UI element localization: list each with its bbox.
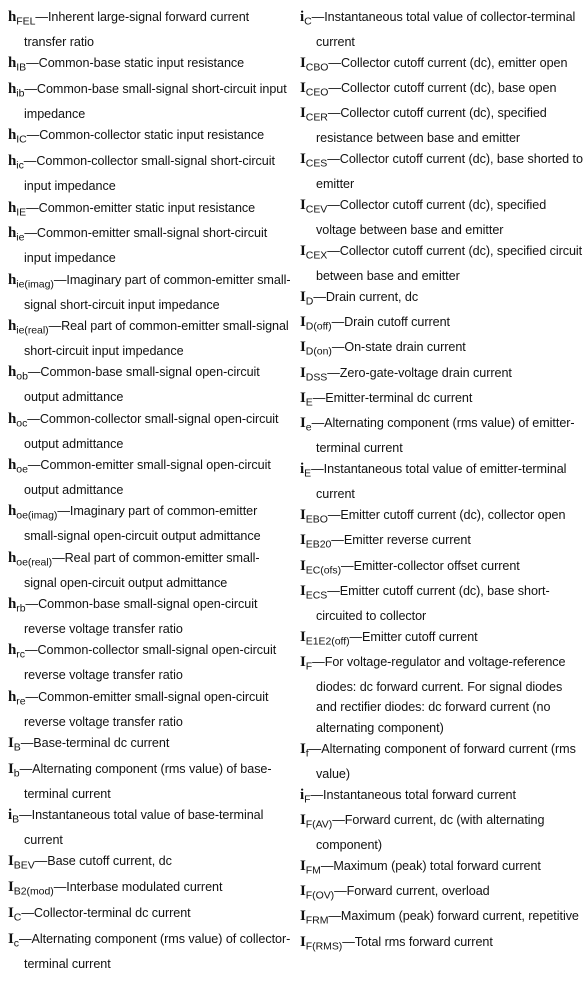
symbol: I [300, 54, 306, 71]
definition: —Common-collector small-signal short-circuit input impedance [23, 154, 275, 194]
symbol: h [8, 81, 17, 98]
symbol: I [300, 80, 306, 97]
symbol-subscript: EC(ofs) [305, 564, 342, 577]
glossary-entry [300, 881, 584, 906]
symbol: h [8, 55, 17, 72]
definition: —Common-emitter small-signal open-circuit reverse voltage transfer ratio [24, 689, 269, 729]
symbol-subscript: B [12, 813, 20, 826]
symbol: h [8, 153, 17, 170]
symbol: I [300, 740, 306, 757]
definition: —Instantaneous total forward current [310, 787, 516, 802]
definition: —Common-collector small-signal open-circuit output admittance [24, 411, 279, 451]
glossary-entry [300, 363, 584, 388]
symbol: I [300, 314, 306, 330]
definition: —Collector cutoff current (dc), specified resistance between base and emitter [316, 106, 547, 146]
symbol-subscript: f [305, 747, 309, 760]
definition: —Common-emitter small-signal open-circuit output admittance [24, 457, 271, 497]
symbol-subscript: FRM [305, 914, 329, 927]
definition: —Inherent large-signal forward current transfer ratio [24, 10, 250, 50]
symbol: I [8, 853, 14, 870]
definition: —Imaginary part of common-emitter small-signal open-circuit output admittance [24, 504, 261, 544]
symbol-subscript: F(RMS) [305, 940, 343, 953]
symbol-subscript: B2(mod) [13, 885, 54, 898]
glossary-entry [8, 316, 292, 362]
definition: —Alternating component of forward current (rms value) [308, 741, 576, 781]
symbol: I [8, 879, 14, 896]
definition: —Imaginary part of common-emitter small-signal short-circuit input impedance [24, 272, 291, 312]
glossary-entry [300, 103, 584, 149]
definition: —Collector cutoff current (dc), specified voltage between base and emitter [316, 198, 547, 238]
definition: —Emitter cutoff current [349, 629, 478, 644]
symbol: I [300, 532, 306, 549]
symbol: I [300, 415, 306, 432]
definition: —Maximum (peak) total forward current [320, 858, 541, 873]
definition: —Drain current, dc [313, 289, 419, 304]
symbol-subscript: E1E2(off) [305, 635, 350, 648]
symbol: h [8, 642, 17, 659]
glossary-entry [300, 53, 584, 78]
glossary-entry [300, 810, 584, 856]
glossary-entry [300, 388, 584, 413]
glossary-entry [300, 78, 584, 103]
symbol-subscript: EB20 [305, 538, 332, 551]
symbol-subscript: CEO [305, 86, 329, 99]
symbol-subscript: IB [16, 61, 27, 74]
definition: —Interbase modulated current [53, 880, 223, 895]
glossary-entry [300, 856, 584, 881]
glossary-entry [8, 125, 292, 150]
symbol: I [300, 811, 306, 828]
symbol: i [300, 461, 305, 478]
definition: —Emitter cutoff current (dc), base short-circuited to collector [316, 583, 550, 623]
symbol-subscript: E [304, 467, 312, 480]
symbol-subscript: c [13, 937, 19, 950]
symbol-subscript: rb [16, 602, 26, 615]
symbol-subscript: IC [16, 133, 27, 146]
glossary-entry [8, 851, 292, 876]
symbol-subscript: EBO [305, 513, 328, 526]
glossary-entry [300, 652, 584, 739]
definition: —Common-emitter static input resistance [26, 200, 256, 215]
symbol: h [8, 595, 17, 612]
symbol-subscript: BEV [13, 859, 35, 872]
symbol: I [300, 628, 306, 645]
symbol-subscript: IE [16, 206, 27, 219]
symbol: I [300, 339, 306, 356]
glossary-entry [8, 79, 292, 125]
glossary-entry [8, 362, 292, 408]
glossary-entry [300, 241, 584, 287]
definition: —Collector cutoff current (dc), base open [328, 81, 557, 96]
definition: —Instantaneous total value of base-terminal current [19, 807, 264, 847]
symbol-subscript: D [305, 295, 314, 308]
definition: —On-state drain current [331, 340, 466, 355]
symbol: i [8, 806, 13, 823]
glossary-entry [300, 337, 584, 362]
symbol: h [8, 456, 17, 473]
symbol-subscript: D(on) [305, 345, 332, 358]
definition: —Forward current, overload [334, 884, 490, 898]
symbol: I [300, 288, 306, 305]
symbol: h [8, 364, 17, 381]
glossary-entry [300, 932, 584, 957]
symbol-subscript: e [305, 421, 312, 434]
definition: —Emitter-collector offset current [341, 558, 520, 573]
definition: —Common-base small-signal open-circuit reverse voltage transfer ratio [24, 596, 258, 636]
symbol-subscript: C [304, 15, 312, 28]
symbol-subscript: F(AV) [305, 818, 333, 831]
glossary-entry [300, 7, 584, 53]
glossary-entry [8, 223, 292, 269]
symbol: I [300, 933, 306, 950]
symbol-subscript: B [13, 741, 21, 754]
symbol: I [8, 904, 14, 921]
glossary-entry [8, 805, 292, 851]
glossary-entry [8, 151, 292, 197]
glossary-entry [300, 195, 584, 241]
definition: —Maximum (peak) forward current, repetitive [328, 909, 579, 924]
symbol-subscript: oe(real) [16, 556, 53, 569]
definition: —Instantaneous total value of collector-terminal current [311, 10, 576, 50]
glossary-entry [300, 413, 584, 459]
definition: —Collector cutoff current (dc), specified circuit between base and emitter [316, 243, 583, 283]
glossary-entry [8, 594, 292, 640]
glossary-entry [8, 929, 292, 975]
glossary-entry [8, 198, 292, 223]
symbol-subscript: ie [16, 231, 25, 244]
glossary-entry [8, 903, 292, 928]
symbol: h [8, 410, 17, 427]
symbol-subscript: oe [16, 463, 28, 476]
glossary-entry [300, 312, 584, 337]
glossary-entry [300, 906, 584, 931]
glossary-entry [8, 687, 292, 733]
symbol: i [300, 9, 305, 25]
glossary-entry [300, 505, 584, 530]
symbol-subscript: C [13, 911, 22, 924]
definition: —Emitter-terminal dc current [312, 390, 473, 405]
right-column [300, 7, 584, 957]
definition: —Emitter cutoff current (dc), collector open [327, 507, 566, 522]
symbol-subscript: FM [305, 864, 321, 877]
symbol-subscript: CER [305, 111, 328, 124]
definition: —Base-terminal dc current [20, 735, 170, 750]
definition: —Collector cutoff current (dc), emitter open [328, 55, 568, 70]
definition: —Alternating component (rms value) of base-terminal current [19, 761, 272, 801]
symbol: i [300, 786, 305, 803]
symbol-subscript: ob [16, 370, 28, 383]
symbol-subscript: ic [16, 159, 24, 172]
symbol-subscript: DSS [305, 371, 328, 384]
symbol-subscript: CES [305, 157, 328, 170]
symbol: I [300, 389, 306, 406]
definition: —Common-base small-signal open-circuit output admittance [24, 365, 260, 405]
definition: —Common-collector small-signal open-circuit reverse voltage transfer ratio [24, 643, 277, 683]
symbol-subscript: b [13, 767, 20, 780]
glossary-entry [8, 640, 292, 686]
glossary-entry [8, 409, 292, 455]
symbol-subscript: CBO [305, 61, 329, 74]
definition: —Instantaneous total value of emitter-terminal current [311, 462, 567, 502]
glossary-entry [300, 739, 584, 785]
definition: —Total rms forward current [342, 934, 493, 949]
left-column [8, 7, 292, 975]
glossary-entry [8, 455, 292, 501]
glossary-entry [300, 459, 584, 505]
definition: —Alternating component (rms value) of emitter-terminal current [311, 416, 575, 456]
definition: —Common-base static input resistance [26, 56, 245, 71]
symbol: h [8, 271, 17, 288]
symbol: I [300, 908, 306, 925]
symbol: h [8, 549, 17, 566]
definition: —Zero-gate-voltage drain current [327, 365, 512, 380]
symbol-subscript: ib [16, 87, 25, 100]
definition: —Forward current, dc (with alternating component) [316, 812, 545, 852]
definition: —Collector-terminal dc current [21, 905, 191, 920]
symbol: h [8, 688, 17, 705]
symbol-subscript: CEX [305, 249, 328, 262]
symbol-subscript: F(OV) [305, 889, 335, 902]
symbol: h [8, 127, 17, 144]
glossary-entry [8, 877, 292, 902]
symbol: I [300, 242, 306, 259]
glossary-entry [300, 627, 584, 652]
symbol: I [300, 506, 306, 523]
glossary-entry [300, 287, 584, 312]
glossary-entry [8, 733, 292, 758]
symbol: h [8, 503, 17, 520]
symbol-subscript: ie(imag) [16, 278, 54, 291]
glossary-entry [300, 149, 584, 195]
glossary-entry [300, 581, 584, 627]
glossary-entry [8, 7, 292, 53]
symbol: I [300, 883, 306, 899]
symbol: I [8, 760, 14, 777]
symbol-subscript: F [305, 660, 313, 673]
symbol: I [300, 151, 306, 168]
symbol: h [8, 9, 17, 25]
symbol: I [300, 197, 306, 214]
symbol-subscript: ie(real) [16, 324, 49, 337]
symbol: I [300, 653, 306, 670]
symbol: I [300, 364, 306, 381]
definition: —Collector cutoff current (dc), base shorted to emitter [316, 152, 583, 192]
glossary-entry [300, 530, 584, 555]
symbol-subscript: E [305, 396, 313, 409]
symbol-subscript: FEL [16, 15, 36, 28]
symbol: I [300, 557, 306, 574]
glossary-entry [8, 759, 292, 805]
definition: —Alternating component (rms value) of collector-terminal current [19, 931, 291, 971]
symbol: I [8, 930, 14, 947]
definition: —Base cutoff current, dc [34, 854, 172, 869]
glossary-entry [300, 556, 584, 581]
definition: —Common-base small-signal short-circuit input impedance [24, 82, 287, 122]
definition: —Common-emitter small-signal short-circuit input impedance [24, 226, 268, 266]
glossary-entry [300, 785, 584, 810]
symbol-subscript: oc [16, 417, 28, 430]
glossary-entry [8, 270, 292, 316]
symbol: I [300, 105, 306, 122]
symbol: h [8, 199, 17, 216]
symbol-subscript: ECS [305, 589, 328, 602]
definition: —Drain cutoff current [331, 315, 450, 329]
glossary-entry [8, 501, 292, 547]
symbol-subscript: D(off) [305, 320, 332, 333]
symbol: I [300, 582, 306, 599]
glossary-entry [8, 548, 292, 594]
definition: —Real part of common-emitter small-signal open-circuit output admittance [24, 550, 260, 590]
symbol-subscript: rc [16, 648, 25, 661]
definition: —Emitter reverse current [331, 533, 471, 548]
symbol: I [8, 734, 14, 751]
definition: —Real part of common-emitter small-signal short-circuit input impedance [24, 319, 289, 359]
symbol-subscript: oe(imag) [16, 509, 58, 522]
symbol: I [300, 857, 306, 874]
symbol: h [8, 318, 17, 334]
symbol-subscript: F [304, 793, 311, 806]
symbol-subscript: re [16, 695, 26, 708]
definition: —Common-collector static input resistance [26, 128, 265, 143]
symbol: h [8, 225, 17, 242]
symbol-subscript: CEV [305, 203, 328, 216]
definition: —For voltage-regulator and voltage-reference diodes: dc forward current. For signal diodes and rectifier diodes: dc forward current (no alternating component) [312, 654, 566, 735]
glossary-entry [8, 53, 292, 78]
